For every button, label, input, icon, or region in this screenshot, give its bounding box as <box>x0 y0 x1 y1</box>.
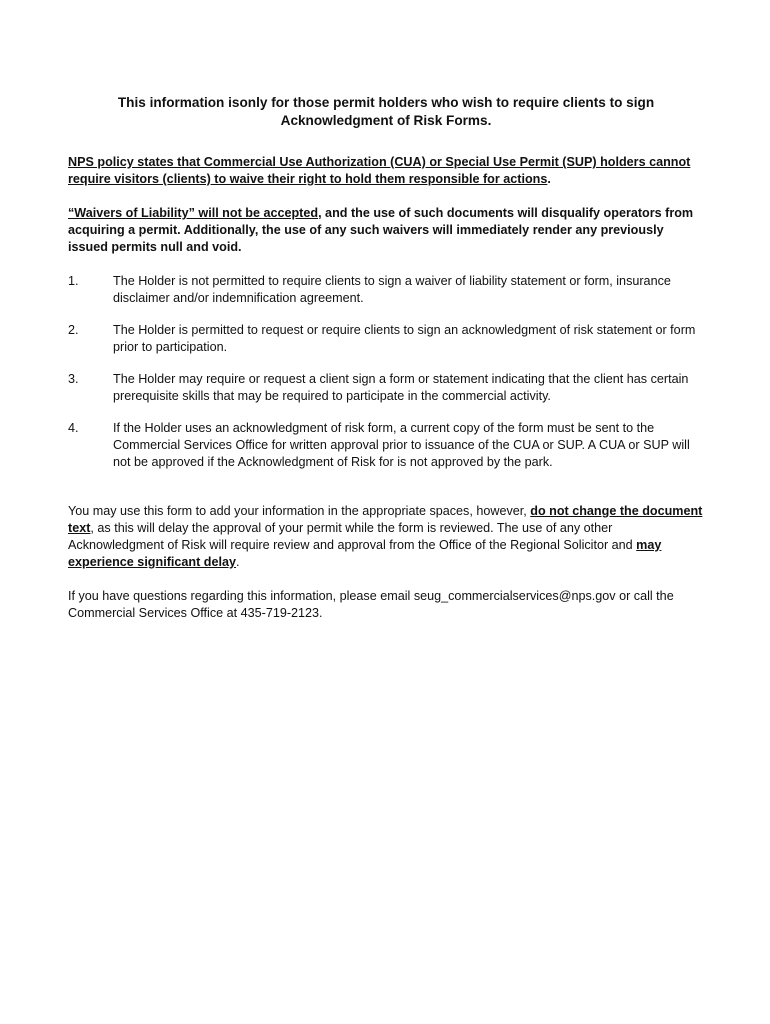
policy-statement <box>68 154 704 188</box>
list-item-number: 1. <box>68 274 79 288</box>
document-title: This information isonly for those permit holders who wish to require clients to sign Acknowledgment of Risk Forms. <box>117 95 655 128</box>
waivers-rest: , and the use of such documents will disqualify operators from acquiring a permit. Additionally, the use of any such waivers will immediately render any previously issued permits null and void. <box>68 206 694 254</box>
usage-part2: , as this will delay the approval of your permit while the form is reviewed. The use of any other Acknowledgment of Risk will require review and approval from the Office of the Regional Solicitor and <box>68 521 637 552</box>
document-page <box>68 94 704 622</box>
list-item-text: The Holder is permitted to request or require clients to sign an acknowledgment of risk statement or form prior to participation. <box>113 323 696 354</box>
list-item <box>68 273 704 307</box>
list-item <box>68 420 704 471</box>
usage-emphasis-no-change: do not change the document text <box>68 504 703 535</box>
usage-paragraph <box>68 503 704 571</box>
list-item <box>68 371 704 405</box>
list-item-number: 3. <box>68 372 79 386</box>
usage-emphasis-delay: may experience significant delay <box>68 538 662 569</box>
list-item-number: 2. <box>68 323 79 337</box>
list-item <box>68 322 704 356</box>
policy-text: NPS policy states that Commercial Use Authorization (CUA) or Special Use Permit (SUP) holders cannot require visitors (clients) to waive their right to hold them responsible for actions <box>68 155 691 186</box>
list-item-number: 4. <box>68 421 79 435</box>
list-item-text: The Holder may require or request a client sign a form or statement indicating that the client has certain prerequisite skills that may be required to participate in the commercial activity. <box>113 372 689 403</box>
contact-paragraph: If you have questions regarding this information, please email seug_commercialservices@nps.gov or call the Commercial Services Office at 435-719-2123. <box>68 589 674 620</box>
waivers-underlined: “Waivers of Liability” will not be accepted <box>68 206 319 220</box>
usage-part3: . <box>236 555 240 569</box>
waivers-statement <box>68 205 704 256</box>
list-item-text: If the Holder uses an acknowledgment of risk form, a current copy of the form must be sent to the Commercial Services Office for written approval prior to issuance of the CUA or SUP. A CUA or SUP will not be approved if the Acknowledgment of Risk for is not approved by the park. <box>113 421 690 469</box>
usage-part1: You may use this form to add your information in the appropriate spaces, however, <box>68 504 531 518</box>
rules-list <box>68 273 704 471</box>
list-item-text: The Holder is not permitted to require clients to sign a waiver of liability statement or form, insurance disclaimer and/or indemnification agreement. <box>113 274 671 305</box>
policy-period: . <box>547 172 551 186</box>
